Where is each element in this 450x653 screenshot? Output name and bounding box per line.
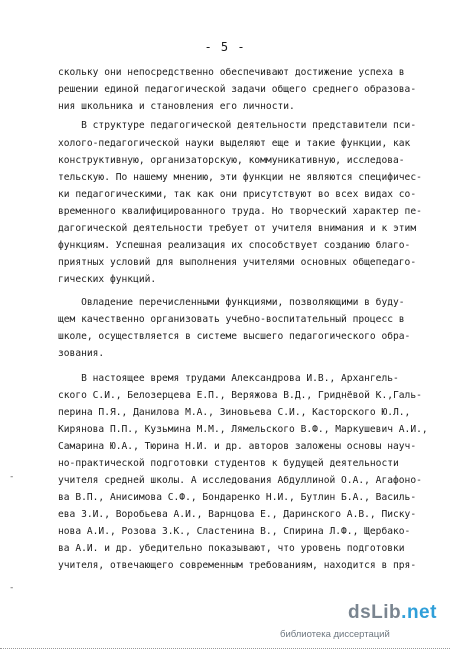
text-line: ния школьника и становления его личности. [58,101,295,112]
watermark-subtitle: библиотека диссертаций [280,629,390,640]
text-line: зования. [58,348,105,359]
logo-domain-text: .net [401,602,437,623]
text-line: временного квалифицированного труда. Но творческий характер пе- [58,206,422,217]
text-line: конструктивную, организаторскую, коммуникативную, исследова- [58,155,405,166]
logo-main-text: dsLib [348,602,402,623]
dslib-watermark [270,602,445,644]
text-line: приятных условий для выполнения учителями основных общепедаго- [58,257,417,268]
text-line: дагогической деятельности требует от учителя внимания и к этим [58,223,417,234]
text-line: гических функций. [58,274,157,285]
text-line: ки педагогическими, так как они присутствуют во всех видах со- [58,189,417,200]
text-line: функциям. Успешная реализация их способствует созданию благо- [58,240,411,251]
text-line: ева З.И., Воробьева А.И., Варнцова Е., Даринского А.В., Пиcку- [58,509,417,520]
page-number: - 5 - [204,40,246,54]
text-line: решении единой педагогической задачи общего среднего образова- [58,84,417,95]
text-line: Самарина Ю.А., Тюрина Н.И. и др. авторов заложены основы науч- [58,441,417,452]
text-line: ского С.И., Белозерцева Е.П., Веряжова В.Д., Гриднёвой К.,Галь- [58,390,422,401]
text-line: скольку они непосредственно обеспечивают достижение успеха в [58,67,405,78]
text-line: Киряновa П.П., Кузьмина М.М., Лямельского В.Ф., Маркушевич А.И., [58,424,428,435]
margin-mark: - [9,472,15,482]
dslib-logo [348,602,437,624]
text-line: холого-педагогической науки выделяют еще и такие функции, как [58,138,411,149]
text-line: учителя, отвечающего современным требованиям, находится в пря- [58,560,417,571]
text-line: нова А.И., Розова З.К., Сластенина В., Спирина Л.Ф., Щербако- [58,526,411,537]
text-line: ва В.П., Анисимова С.Ф., Бондаренко Н.И., Бутлин Б.А., Василь- [58,492,417,503]
text-line: Овладение перечисленными функциями, позволяющими в буду- [58,297,405,308]
text-line: щем качественно организовать учебно-воспитательный процесс в [58,314,405,325]
text-line: но-практической подготовки студентов к будущей деятельности [58,458,399,469]
text-line: школе, осуществляется в системе высшего педагогического обра- [58,331,411,342]
text-line: В структуре педагогической деятельности представители пси- [58,120,417,131]
text-line: учителя средней школы. А исследования Абдуллиной О.А., Агафоно- [58,475,422,486]
text-line: тельскую. По нашему мнению, эти функции не являются специфичес- [58,172,422,183]
margin-mark: - [9,583,15,593]
text-line: В настоящее время трудами Александрова И.В., Архангель- [58,373,399,384]
text-line: ва А.И. и др. убедительно показывают, что уровень подготовки [58,543,405,554]
page-bottom-edge [0,648,450,651]
text-line: перина П.Я., Данилова М.А., Зиновьева С.И., Касторского Ю.Л., [58,407,411,418]
